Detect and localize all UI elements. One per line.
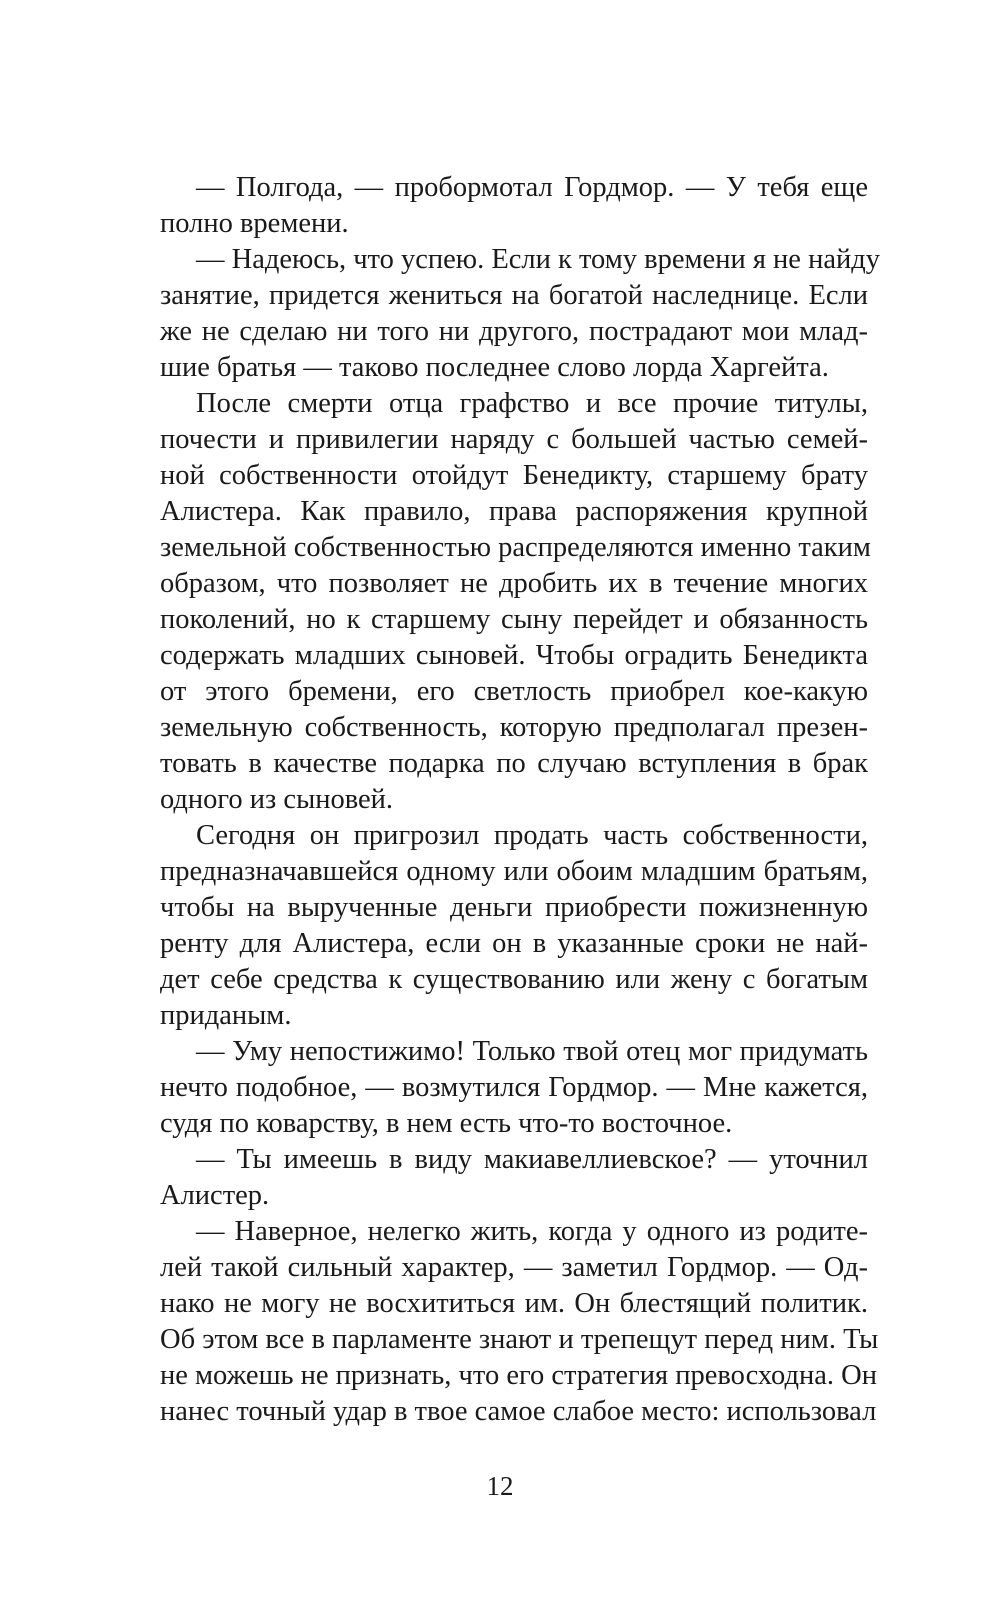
text-line: дет себе средства к существованию или жену с богатым (160, 964, 868, 995)
text-line: товать в качестве подарка по случаю вступления в брак (160, 748, 868, 779)
text-line: — Уму непостижимо! Только твой отец мог придумать (196, 1036, 868, 1067)
text-line: лей такой сильный характер, — заметил Гордмор. — Од- (160, 1252, 868, 1283)
text-line: образом, что позволяет не дробить их в течение многих (160, 568, 868, 599)
text-line: содержать младших сыновей. Чтобы оградить Бенедикта (160, 640, 868, 671)
text-line: Об этом все в парламенте знают и трепещут перед ним. Ты (160, 1324, 879, 1355)
text-line: — Надеюсь, что успею. Если к тому времени я не найду (196, 244, 880, 275)
text-line: шие братья — таково последнее слово лорда Харгейта. (160, 352, 829, 383)
text-line: занятие, придется жениться на богатой наследнице. Если (160, 280, 868, 311)
text-line: полно времени. (160, 208, 349, 239)
text-line: Алистер. (160, 1180, 270, 1211)
text-line: — Полгода, — пробормотал Гордмор. — У тебя еще (196, 172, 868, 203)
text-line: Алистера. Как правило, права распоряжения крупной (160, 496, 868, 527)
text-line: — Ты имеешь в виду макиавеллиевское? — уточнил (196, 1144, 868, 1175)
text-line: одного из сыновей. (160, 784, 394, 815)
text-line: почести и привилегии наряду с большей частью семей- (160, 424, 868, 455)
text-line: Сегодня он пригрозил продать часть собственности, (196, 820, 868, 851)
text-line: нечто подобное, — возмутился Гордмор. — Мне кажется, (160, 1072, 868, 1103)
text-line: судя по коварству, в нем есть что-то восточное. (160, 1108, 733, 1139)
text-line: нанес точный удар в твое самое слабое место: использовал (160, 1396, 877, 1427)
text-line: После смерти отца графство и все прочие титулы, (196, 388, 868, 419)
page-text-block (160, 170, 880, 1430)
text-line: предназначавшейся одному или обоим младшим братьям, (160, 856, 868, 887)
text-line: ной собственности отойдут Бенедикту, старшему брату (160, 460, 868, 491)
text-line: приданым. (160, 1000, 292, 1031)
page-number: 12 (486, 1471, 514, 1501)
text-line: поколений, но к старшему сыну перейдет и обязанность (160, 604, 868, 635)
text-line: не можешь не признать, что его стратегия превосходна. Он (160, 1360, 877, 1391)
text-line: земельную собственность, которую предполагал презен- (160, 712, 868, 743)
text-line: ренту для Алистера, если он в указанные сроки не най- (160, 928, 868, 959)
text-line: — Наверное, нелегко жить, когда у одного из родите- (196, 1216, 868, 1247)
text-line: нако не могу не восхититься им. Он блестящий политик. (160, 1288, 868, 1319)
text-line: от этого бремени, его светлость приобрел кое-какую (160, 676, 868, 707)
text-line: чтобы на вырученные деньги приобрести пожизненную (160, 892, 868, 923)
text-line: земельной собственностью распределяются именно таким (160, 532, 871, 563)
text-line: же не сделаю ни того ни другого, пострадают мои млад- (160, 316, 868, 347)
